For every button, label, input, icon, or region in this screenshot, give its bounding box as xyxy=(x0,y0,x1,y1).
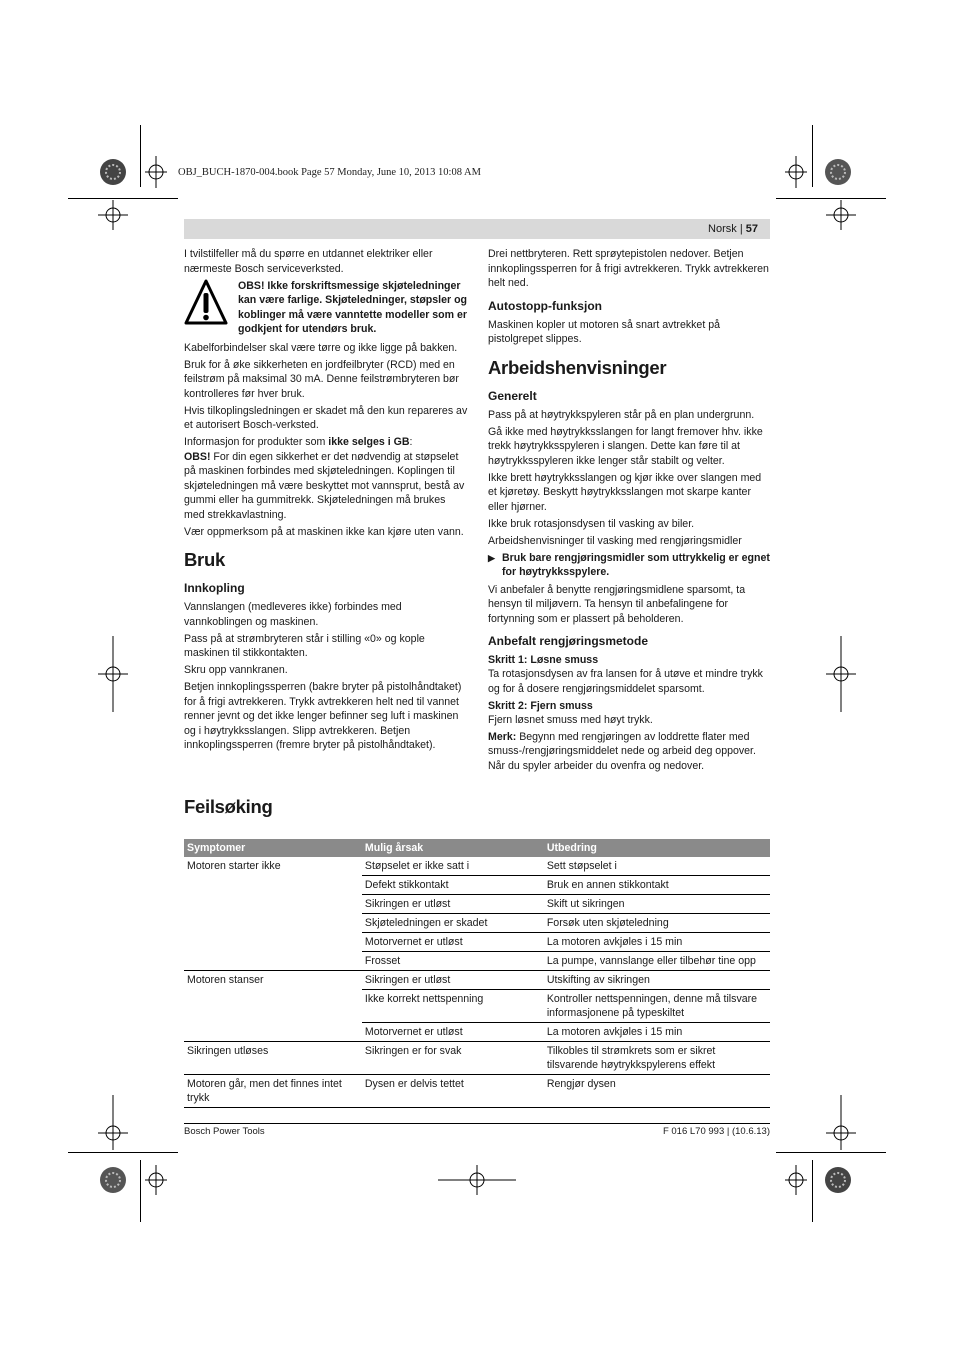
page-number: 57 xyxy=(745,223,758,235)
table-header-row xyxy=(184,839,770,857)
paragraph: Skru opp vannkranen. xyxy=(184,664,288,676)
table-row xyxy=(184,971,770,990)
remedy-cell: Rengjør dysen xyxy=(544,1075,770,1108)
paragraph: Bruk for å øke sikkerheten en jordfeilbryter (RCD) med en feilstrøm på maksimal 30 mA. Denne feilstrømbryteren bør kontrolleres før hver bruk. xyxy=(184,358,459,400)
table-row xyxy=(184,857,770,876)
section-title-feilsoking: Feilsøking xyxy=(184,796,273,817)
remedy-cell: Skift ut sikringen xyxy=(544,895,770,914)
symptom-cell: Motoren starter ikke xyxy=(187,860,281,872)
color-wheel-icon xyxy=(825,1167,851,1193)
cause-cell: Skjøteledningen er skadet xyxy=(362,914,544,933)
bullet-arrow-icon: ▶ xyxy=(488,552,495,563)
cause-cell: Motorvernet er utløst xyxy=(362,933,544,952)
warning-triangle-icon xyxy=(184,279,228,325)
paragraph: Betjen innkoplingssperren (bakre bryter på pistolhåndtaket) for å frigi avtrekkeren. Trykk avtrekkeren helt ned til vannet renner jevnt og det ikke lenger befinner seg luft i maskinen og i høytrykksslangen. Slipp avtrekkeren. Betjen innkoplingssperren (fremre bryter på pistolhåndtaket). xyxy=(184,681,462,751)
symptom-cell: Motoren stanser xyxy=(184,971,362,1042)
symptom-cell: Motoren går, men det finnes intet trykk xyxy=(184,1075,362,1108)
registration-target-icon xyxy=(826,1095,856,1150)
registration-target-icon xyxy=(826,200,856,230)
paragraph: Pass på at strømbryteren står i stilling «0» og kople maskinen til stikkontakten. xyxy=(184,632,425,659)
cause-cell: Ikke korrekt nettspenning xyxy=(362,990,544,1023)
cause-cell: Frosset xyxy=(362,952,544,971)
cause-cell: Sikringen er utløst xyxy=(362,895,544,914)
paragraph: Ta rotasjonsdysen av fra lansen for å utøve et mindre trykk og for å dosere rengjøringsmiddelet sparsomt. xyxy=(488,668,763,695)
registration-target-icon xyxy=(98,1095,128,1150)
registration-target-icon xyxy=(785,156,807,188)
registration-target-icon xyxy=(98,200,128,230)
right-column xyxy=(488,247,772,776)
remedy-cell: Kontroller nettspenningen, denne må tilsvare informasjonene på typeskiltet xyxy=(544,990,770,1023)
troubleshooting-table xyxy=(184,839,770,1108)
registration-target-icon xyxy=(98,636,128,712)
remedy-cell: Tilkobles til strømkrets som er sikret tilsvarende høytrykkspylerens effekt xyxy=(544,1042,770,1075)
page-header: Norsk | 57 xyxy=(708,223,758,235)
remedy-cell: Utskifting av sikringen xyxy=(544,971,770,990)
registration-target-icon xyxy=(826,636,856,712)
remedy-cell: La pumpe, vannslange eller tilbehør tine opp xyxy=(544,952,770,971)
table-row xyxy=(184,1075,770,1108)
cause-cell: Sikringen er for svak xyxy=(362,1042,544,1075)
step-1-heading: Skritt 1: Løsne smuss xyxy=(488,654,599,666)
subheading-generelt: Generelt xyxy=(488,388,537,403)
paragraph: Vi anbefaler å benytte rengjøringsmidlene sparsomt, ta hensyn til miljøvern. Ta hensyn til anbefalingene for fortynning som er plassert på beholderen. xyxy=(488,583,746,625)
subheading-autostopp: Autostopp-funksjon xyxy=(488,298,602,313)
subheading-innkopling: Innkopling xyxy=(184,581,245,595)
paragraph: Ikke brett høytrykksslangen og kjør ikke over slangen med et kjøretøy. Beskytt høytrykksslangen mot skarpe kanter eller hjørner. xyxy=(488,471,762,513)
remedy-cell: Sett støpselet i xyxy=(546,860,617,872)
warning-box xyxy=(184,279,468,337)
footer-left: Bosch Power Tools xyxy=(184,1126,265,1137)
cause-cell: Støpselet er ikke satt i xyxy=(364,860,470,872)
remedy-cell: La motoren avkjøles i 15 min xyxy=(544,933,770,952)
paragraph: Vannslangen (medleveres ikke) forbindes med vannkoblingen og maskinen. xyxy=(184,601,402,628)
color-wheel-icon xyxy=(100,1167,126,1193)
cause-cell: Defekt stikkontakt xyxy=(362,876,544,895)
footer-right: F 016 L70 993 | (10.6.13) xyxy=(662,1126,770,1137)
gb-warning: OBS! For din egen sikkerhet er det nødvendig at støpselet på maskinen forbindes med skjøteledningen. Koplingen til skjøteledningen må være beskyttet mot vannsprut, bestå av gummi eller ha gummitrekk. Skjøteledningen må brukes med strekkavlastning. xyxy=(184,450,465,521)
column-header: Symptomer xyxy=(184,839,362,857)
table-row xyxy=(184,1042,770,1075)
bullet-item: ▶ Bruk bare rengjøringsmidler som uttrykkelig er egnet for høytrykksspylere. xyxy=(488,551,770,578)
file-header: OBJ_BUCH-1870-004.book Page 57 Monday, June 10, 2013 10:08 AM xyxy=(178,167,481,178)
paragraph: Pass på at høytrykkspyleren står på en plan undergrunn. xyxy=(488,408,755,421)
intro-text: I tvilstilfeller må du spørre en utdannet elektriker eller nærmeste Bosch serviceverksted. xyxy=(184,248,433,275)
paragraph: Vær oppmerksom på at maskinen ikke kan kjøre uten vann. xyxy=(184,525,464,538)
column-header: Utbedring xyxy=(544,839,770,857)
footer-rule xyxy=(184,1123,770,1124)
page-header-bar xyxy=(184,219,770,239)
remedy-cell: La motoren avkjøles i 15 min xyxy=(544,1023,770,1042)
color-wheel-icon xyxy=(825,159,851,185)
registration-target-icon xyxy=(438,1165,516,1195)
cause-cell: Motorvernet er utløst xyxy=(362,1023,544,1042)
registration-target-icon xyxy=(145,1165,167,1195)
color-wheel-icon xyxy=(100,159,126,185)
paragraph: Fjern løsnet smuss med høyt trykk. xyxy=(488,713,653,726)
remedy-cell: Forsøk uten skjøteledning xyxy=(544,914,770,933)
symptom-cell: Sikringen utløses xyxy=(184,1042,362,1075)
warning-text: OBS! Ikke forskriftsmessige skjøteledninger kan være farlige. Skjøteledninger, støpsler og koblinger må være vanntette modeller som er godkjent for utendørs bruk. xyxy=(238,279,468,335)
registration-target-icon xyxy=(785,1165,807,1195)
paragraph: Hvis tilkoplingsledningen er skadet må den kun repareres av et autorisert Bosch-verksted. xyxy=(184,404,468,431)
paragraph: Arbeidshenvisninger til vasking med rengjøringsmidler xyxy=(488,534,742,547)
gb-info: Informasjon for produkter som ikke selges i GB: xyxy=(184,436,413,448)
step-2-heading: Skritt 2: Fjern smuss xyxy=(488,699,593,712)
section-title-bruk: Bruk xyxy=(184,549,225,570)
paragraph: Gå ikke med høytrykksslangen for langt fremover hhv. ikke trekk høytrykksspyleren i slangen. Dette kan føre til at høytrykksspyleren ikke lenger står stabilt og velter. xyxy=(488,425,763,467)
cause-cell: Sikringen er utløst xyxy=(362,971,544,990)
paragraph: Kabelforbindelser skal være tørre og ikke ligge på bakken. xyxy=(184,341,458,354)
left-column xyxy=(184,247,468,755)
section-title-arbeidshenvisninger: Arbeidshenvisninger xyxy=(488,356,667,378)
subheading-anbefalt: Anbefalt rengjøringsmetode xyxy=(488,634,649,648)
paragraph: Maskinen kopler ut motoren så snart avtrekket på pistolgrepet slippes. xyxy=(488,318,720,345)
note: Merk: Begynn med rengjøringen av loddrette flater med smuss-/rengjøringsmiddelet nede og arbeid deg oppover. Når du spyler arbeider du ovenfra og nedover. xyxy=(488,730,756,772)
remedy-cell: Bruk en annen stikkontakt xyxy=(544,876,770,895)
cause-cell: Dysen er delvis tettet xyxy=(362,1075,544,1108)
paragraph: Ikke bruk rotasjonsdysen til vasking av biler. xyxy=(488,517,695,530)
column-header: Mulig årsak xyxy=(362,839,544,857)
registration-target-icon xyxy=(145,156,167,188)
paragraph: Drei nettbryteren. Rett sprøytepistolen nedover. Betjen innkoplingssperren for å frigi avtrekkeren. Trykk avtrekkeren helt ned. xyxy=(488,248,769,289)
